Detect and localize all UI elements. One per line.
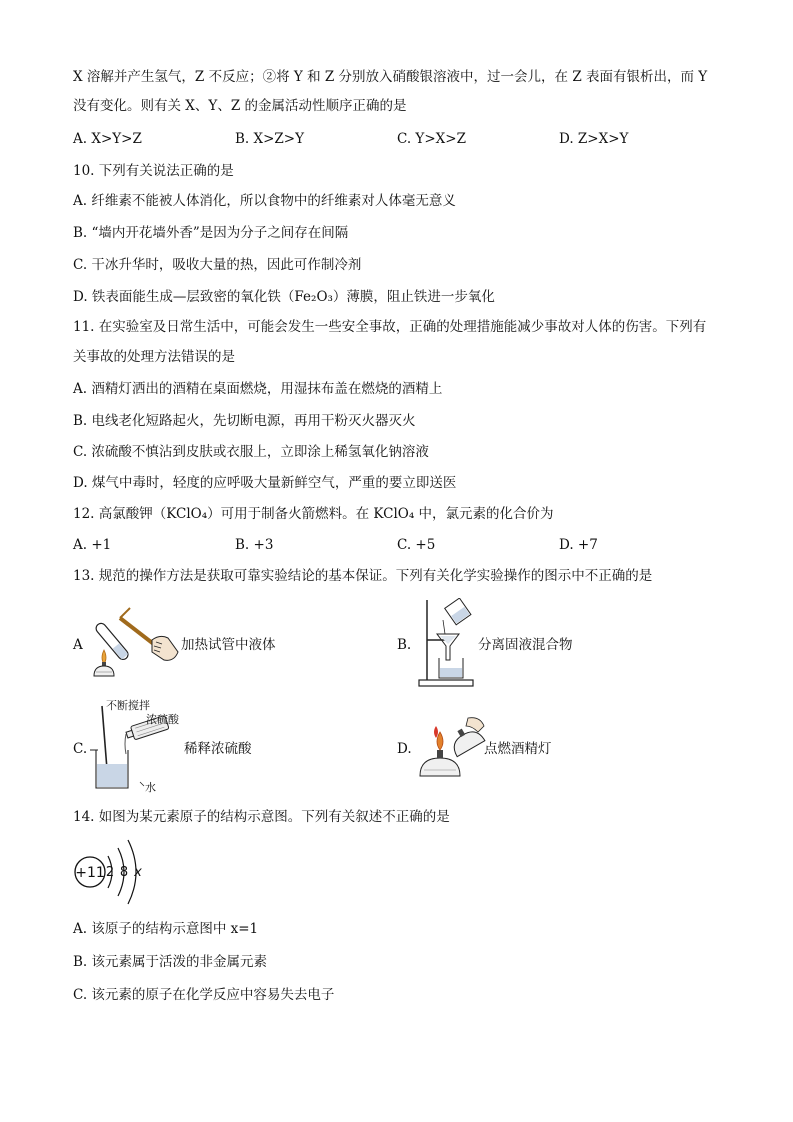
q12-option-c: C. +5 (397, 537, 436, 553)
q13-b-caption: 分离固液混合物 (478, 637, 573, 653)
q11-stem-line-2: 关事故的处理方法错误的是 (73, 349, 235, 365)
q13-b-letter: B. (397, 637, 412, 653)
q9-continuation-line-2: 没有变化。则有关 X、Y、Z 的金属活动性顺序正确的是 (73, 98, 407, 114)
q10-option-d: D. 铁表面能生成—层致密的氧化铁（Fe₂O₃）薄膜，阻止铁进一步氧化 (73, 289, 495, 305)
q13-c-label-water: 水 (145, 781, 156, 794)
atomic-structure-diagram (72, 836, 154, 906)
q14-option-b: B. 该元素属于活泼的非金属元素 (73, 954, 268, 970)
nucleus-charge: +11 (75, 865, 105, 881)
q13-c-caption: 稀释浓硫酸 (184, 741, 252, 757)
q14-option-a: A. 该原子的结构示意图中 x=1 (73, 921, 259, 937)
q13-d-letter: D. (397, 741, 412, 757)
q13-a-caption: 加热试管中液体 (181, 637, 276, 653)
q10-option-c: C. 干冰升华时，吸收大量的热，因此可作制冷剂 (73, 257, 362, 273)
q11-option-b: B. 电线老化短路起火，先切断电源，再用干粉灭火器灭火 (73, 413, 416, 429)
shell-3-electrons: x (134, 865, 142, 880)
q14-option-c: C. 该元素的原子在化学反应中容易失去电子 (73, 987, 335, 1003)
q13-c-label-stir: 不断搅拌 (106, 699, 150, 712)
q10-option-a: A. 纤维素不能被人体消化，所以食物中的纤维素对人体毫无意义 (73, 193, 456, 209)
q10-option-b: B. “墙内开花墙外香”是因为分子之间存在间隔 (73, 225, 349, 241)
q11-stem-line-1: 11. 在实验室及日常生活中，可能会发生一些安全事故，正确的处理措施能减少事故对人体的伤害。下列有 (73, 319, 707, 335)
q13-d-caption: 点燃酒精灯 (484, 741, 552, 757)
q12-option-b: B. +3 (235, 537, 274, 553)
q11-option-a: A. 酒精灯洒出的酒精在桌面燃烧，用湿抹布盖在燃烧的酒精上 (73, 381, 443, 397)
q12-option-d: D. +7 (559, 537, 598, 553)
q13-c-label-acid: 浓硫酸 (146, 713, 179, 726)
filtration-figure (415, 598, 477, 688)
q13-c-letter: C. (73, 741, 88, 757)
q12-stem: 12. 高氯酸钾（KClO₄）可用于制备火箭燃料。在 KClO₄ 中，氯元素的化合价为 (73, 506, 554, 522)
q13-a-letter: A (73, 637, 83, 653)
q12-option-a: A. +1 (73, 537, 112, 553)
q14-stem: 14. 如图为某元素原子的结构示意图。下列有关叙述不正确的是 (73, 809, 450, 825)
q13-stem: 13. 规范的操作方法是获取可靠实验结论的基本保证。下列有关化学实验操作的图示中不正确的是 (73, 568, 653, 584)
lighting-alcohol-lamp-figure (414, 712, 486, 780)
q11-option-c: C. 浓硫酸不慎沾到皮肤或衣服上，立即涂上稀氢氧化钠溶液 (73, 444, 429, 460)
q9-option-a: A. X>Y>Z (73, 131, 142, 147)
q9-option-c: C. Y>X>Z (397, 131, 466, 147)
shell-2-electrons: 8 (119, 865, 129, 880)
q9-continuation-line-1: X 溶解并产生氢气，Z 不反应；②将 Y 和 Z 分别放入硝酸银溶液中，过一会儿，在 Z 表面有银析出，而 Y (73, 69, 708, 85)
q10-stem: 10. 下列有关说法正确的是 (73, 163, 234, 179)
q9-option-b: B. X>Z>Y (235, 131, 305, 147)
test-tube-heating-figure (90, 600, 182, 678)
q9-option-d: D. Z>X>Y (559, 131, 629, 147)
shell-1-electrons: 2 (105, 865, 115, 880)
q11-option-d: D. 煤气中毒时，轻度的应呼吸大量新鲜空气，严重的要立即送医 (73, 475, 457, 491)
